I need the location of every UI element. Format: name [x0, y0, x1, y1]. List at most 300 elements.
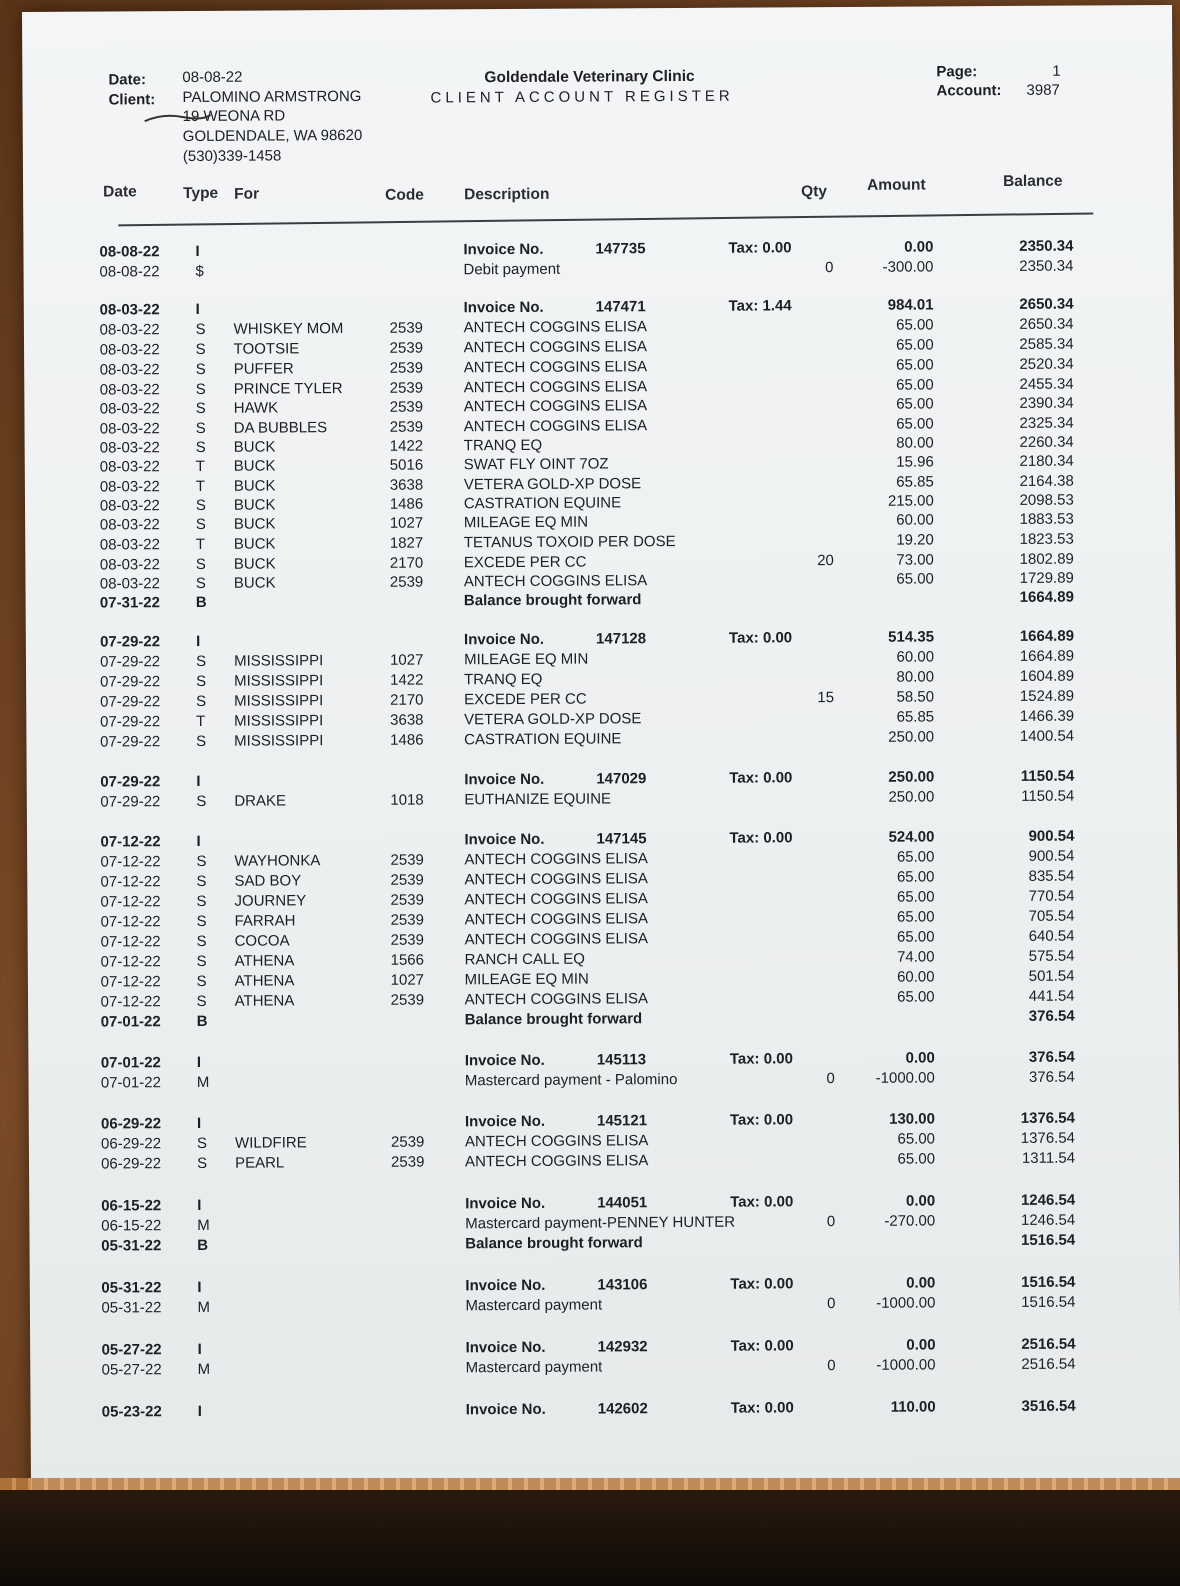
- row-balance: 2455.34: [1019, 375, 1074, 393]
- row-desc: Balance brought forward: [463, 591, 642, 610]
- row-code: 1422: [390, 671, 424, 689]
- row-desc: Invoice No.: [463, 298, 544, 317]
- row-balance: 900.54: [1028, 827, 1075, 845]
- row-inv: 147128: [595, 630, 647, 648]
- row-code: 1827: [389, 534, 424, 552]
- row-qty: [734, 590, 834, 591]
- row-desc: EXCEDE PER CC: [464, 690, 587, 709]
- row-date: 07-29-22: [100, 793, 161, 811]
- row-desc: TETANUS TOXOID PER DOSE: [463, 533, 676, 552]
- row-date: 07-29-22: [100, 773, 161, 791]
- register-title: CLIENT ACCOUNT REGISTER: [430, 87, 734, 107]
- row-qty: [734, 532, 834, 533]
- row-date: 08-03-22: [99, 400, 160, 418]
- row-type: S: [196, 992, 207, 1010]
- row-for: MISSISSIPPI: [234, 692, 324, 710]
- row-type: I: [196, 1114, 202, 1132]
- row-for: ATHENA: [234, 952, 295, 970]
- row-for: DA BUBBLES: [233, 419, 328, 437]
- row-qty: [735, 1131, 835, 1132]
- row-for: COCOA: [234, 932, 290, 950]
- row-code: 2539: [390, 1153, 425, 1171]
- row-qty: [734, 709, 834, 710]
- row-type: S: [196, 692, 207, 710]
- row-date: 06-15-22: [101, 1217, 162, 1235]
- row-tax: Tax: 0.00: [729, 1050, 793, 1068]
- row-qty: [734, 869, 834, 870]
- row-code: 2539: [389, 379, 424, 397]
- row-desc: TRANQ EQ: [463, 436, 543, 455]
- row-qty: [734, 889, 834, 890]
- row-code: 1027: [389, 514, 424, 532]
- row-for: MISSISSIPPI: [234, 652, 324, 670]
- row-desc: Invoice No.: [465, 1276, 546, 1295]
- row-date: 07-01-22: [100, 1074, 161, 1092]
- row-type: M: [197, 1216, 210, 1234]
- row-desc: Mastercard payment-PENNEY HUNTER: [465, 1213, 736, 1233]
- client-address2: GOLDENDALE, WA 98620: [182, 126, 363, 146]
- row-qty: [734, 377, 834, 378]
- row-amount: 65.00: [896, 316, 934, 334]
- row-type: S: [195, 320, 206, 338]
- row-desc: ANTECH COGGINS ELISA: [463, 338, 648, 357]
- row-for: MISSISSIPPI: [234, 732, 324, 750]
- account-value: 3987: [1026, 81, 1060, 99]
- row-balance: 1246.54: [1020, 1211, 1076, 1229]
- row-balance: 575.54: [1028, 947, 1075, 965]
- row-tax: Tax: 0.00: [729, 829, 793, 847]
- row-code: 2539: [390, 911, 424, 929]
- row-code: 2539: [390, 871, 424, 889]
- row-inv: 143106: [597, 1276, 648, 1294]
- row-qty: [734, 396, 834, 397]
- row-date: 07-29-22: [99, 633, 161, 651]
- row-qty: [734, 789, 834, 790]
- date-label: Date:: [108, 71, 146, 89]
- row-desc: ANTECH COGGINS ELISA: [464, 910, 648, 929]
- row-date: 07-01-22: [100, 1013, 161, 1031]
- row-inv: 147145: [596, 830, 647, 848]
- row-qty: [735, 1151, 835, 1152]
- row-amount: 65.00: [896, 848, 935, 866]
- row-type: I: [196, 772, 201, 790]
- row-qty: 0: [827, 1357, 836, 1375]
- row-date: 05-31-22: [101, 1237, 162, 1255]
- row-code: 3638: [390, 711, 424, 729]
- row-type: S: [195, 555, 206, 573]
- row-amount: [835, 1232, 935, 1233]
- row-desc: Invoice No.: [463, 630, 545, 649]
- row-qty: [734, 416, 834, 417]
- row-qty: [734, 454, 834, 455]
- row-qty: 0: [826, 1213, 836, 1231]
- row-date: 07-12-22: [100, 933, 161, 951]
- row-balance: 1150.54: [1020, 767, 1075, 785]
- row-type: I: [195, 300, 200, 318]
- row-amount: 65.00: [896, 888, 935, 906]
- row-desc: ANTECH COGGINS ELISA: [464, 930, 648, 949]
- row-inv: 142932: [597, 1338, 648, 1356]
- row-desc: Invoice No.: [463, 240, 544, 259]
- col-qty: Qty: [801, 183, 828, 201]
- row-qty: [734, 357, 834, 358]
- row-balance: 1883.53: [1019, 510, 1074, 528]
- row-amount: 65.85: [896, 708, 935, 726]
- row-date: 07-12-22: [100, 913, 161, 931]
- row-inv: 147735: [595, 240, 646, 258]
- row-qty: [734, 849, 834, 850]
- row-date: 08-03-22: [99, 341, 160, 359]
- row-desc: Mastercard payment - Palomino: [464, 1071, 678, 1090]
- row-desc: Mastercard payment: [465, 1296, 603, 1315]
- row-balance: 770.54: [1028, 887, 1075, 905]
- row-date: 07-01-22: [100, 1054, 161, 1072]
- row-for: BUCK: [233, 438, 276, 456]
- date-value: 08-08-22: [182, 68, 243, 87]
- row-desc: ANTECH COGGINS ELISA: [463, 572, 648, 591]
- row-balance: 376.54: [1028, 1048, 1075, 1066]
- row-amount: 65.00: [897, 1130, 936, 1148]
- row-desc: Invoice No.: [464, 770, 545, 789]
- row-code: 2170: [389, 554, 424, 572]
- row-tax: Tax: 0.00: [728, 629, 793, 647]
- row-date: 06-29-22: [100, 1135, 162, 1153]
- row-desc: Invoice No.: [465, 1194, 546, 1213]
- row-code: 1422: [389, 437, 424, 455]
- row-type: M: [196, 1073, 210, 1091]
- row-for: PUFFER: [233, 360, 294, 378]
- row-desc: Balance brought forward: [465, 1234, 643, 1253]
- row-amount: 110.00: [890, 1398, 936, 1416]
- row-amount: 65.00: [897, 988, 935, 1006]
- row-qty: [735, 929, 835, 930]
- row-type: I: [197, 1278, 202, 1296]
- row-type: S: [196, 912, 207, 930]
- row-type: S: [196, 932, 207, 950]
- row-desc: RANCH CALL EQ: [464, 950, 585, 969]
- row-type: T: [195, 535, 206, 553]
- row-balance: 1664.89: [1019, 647, 1075, 665]
- row-desc: ANTECH COGGINS ELISA: [463, 378, 648, 397]
- row-balance: 2260.34: [1019, 433, 1074, 451]
- row-balance: 1466.39: [1019, 707, 1075, 725]
- row-type: S: [196, 1134, 208, 1152]
- row-date: 07-29-22: [100, 733, 161, 751]
- row-type: S: [196, 852, 207, 870]
- row-type: S: [195, 360, 206, 378]
- row-date: 08-03-22: [99, 361, 160, 379]
- row-type: S: [196, 972, 207, 990]
- row-balance: 376.54: [1028, 1068, 1075, 1086]
- row-inv: 144051: [597, 1194, 648, 1212]
- row-qty: [734, 317, 834, 318]
- row-desc: MILEAGE EQ MIN: [464, 650, 589, 669]
- row-type: S: [196, 1154, 208, 1172]
- row-amount: 65.00: [896, 570, 934, 588]
- row-balance: 1150.54: [1021, 787, 1075, 805]
- row-amount: 60.00: [896, 511, 934, 529]
- row-desc: ANTECH COGGINS ELISA: [463, 417, 648, 436]
- row-amount: 60.00: [897, 968, 935, 986]
- row-code: 1486: [390, 731, 424, 749]
- row-desc: Invoice No.: [465, 1400, 546, 1419]
- row-date: 07-29-22: [100, 653, 161, 671]
- row-desc: EUTHANIZE EQUINE: [464, 790, 612, 809]
- client-address1: 19 WEONA RD: [182, 107, 286, 126]
- row-type: S: [195, 438, 206, 456]
- row-for: PRINCE TYLER: [233, 380, 343, 398]
- row-tax: Tax: 0.00: [729, 1111, 794, 1129]
- row-for: HAWK: [233, 399, 279, 417]
- page-label: Page:: [936, 63, 978, 81]
- row-for: MISSISSIPPI: [234, 672, 324, 690]
- row-tax: Tax: 0.00: [730, 1337, 794, 1355]
- row-for: BUCK: [233, 574, 276, 592]
- row-code: 2539: [389, 573, 424, 591]
- row-balance: 2650.34: [1019, 295, 1074, 313]
- row-balance: 1516.54: [1021, 1293, 1076, 1311]
- row-balance: 1376.54: [1020, 1129, 1076, 1147]
- row-balance: 1664.89: [1019, 588, 1074, 606]
- row-amount: 65.00: [896, 395, 934, 413]
- row-balance: 441.54: [1028, 987, 1075, 1005]
- row-amount: -270.00: [884, 1212, 936, 1230]
- row-code: 2539: [390, 851, 424, 869]
- row-inv: 142602: [597, 1400, 648, 1418]
- row-balance: 1823.53: [1019, 530, 1074, 548]
- row-type: I: [197, 1402, 202, 1420]
- row-code: 2539: [389, 319, 424, 337]
- row-amount: [834, 589, 934, 590]
- row-amount: 250.00: [888, 788, 935, 806]
- row-type: S: [195, 496, 206, 514]
- row-amount: 65.00: [896, 376, 934, 394]
- row-code: 2539: [390, 931, 424, 949]
- row-qty: [734, 474, 834, 475]
- row-amount: 524.00: [888, 828, 935, 846]
- row-balance: 2350.34: [1019, 257, 1074, 275]
- row-code: 1027: [390, 971, 425, 989]
- row-for: FARRAH: [234, 912, 296, 930]
- row-code: 2539: [389, 398, 424, 416]
- row-type: M: [197, 1298, 210, 1316]
- row-amount: 514.35: [888, 628, 935, 646]
- row-for: TOOTSIE: [233, 340, 300, 358]
- client-name: PALOMINO ARMSTRONG: [182, 87, 362, 107]
- row-type: B: [196, 1012, 208, 1030]
- row-amount: -300.00: [882, 258, 934, 276]
- row-qty: [734, 571, 834, 572]
- row-date: 08-03-22: [99, 536, 160, 554]
- row-date: 08-03-22: [99, 478, 160, 496]
- row-amount: 65.00: [897, 1150, 936, 1168]
- row-qty: 0: [827, 1295, 836, 1313]
- col-date: Date: [103, 183, 137, 201]
- row-tax: Tax: 0.00: [730, 1399, 794, 1417]
- register-sheet: [22, 5, 1180, 1517]
- row-amount: 0.00: [905, 1192, 936, 1210]
- row-qty: [735, 1009, 835, 1010]
- row-date: 07-29-22: [100, 713, 161, 731]
- row-amount: 0.00: [906, 1336, 936, 1354]
- row-date: 07-12-22: [100, 853, 161, 871]
- row-amount: 74.00: [896, 948, 935, 966]
- row-qty: 15: [817, 689, 835, 707]
- col-type: Type: [183, 184, 219, 203]
- row-for: BUCK: [233, 555, 276, 573]
- row-balance: 2650.34: [1019, 315, 1074, 333]
- row-balance: 1376.54: [1020, 1109, 1076, 1127]
- row-desc: EXCEDE PER CC: [463, 553, 587, 572]
- row-balance: 1604.89: [1019, 667, 1075, 685]
- row-date: 07-29-22: [100, 673, 161, 691]
- row-date: 08-03-22: [99, 321, 160, 339]
- row-balance: 2325.34: [1019, 414, 1074, 432]
- row-type: S: [195, 419, 206, 437]
- row-balance: 705.54: [1028, 907, 1075, 925]
- row-date: 06-15-22: [101, 1197, 162, 1215]
- row-amount: 65.00: [896, 868, 935, 886]
- row-date: 08-03-22: [99, 575, 160, 593]
- row-code: 2539: [389, 339, 424, 357]
- row-balance: 1664.89: [1019, 627, 1075, 645]
- row-desc: CASTRATION EQUINE: [464, 730, 622, 749]
- row-amount: 73.00: [896, 551, 934, 569]
- row-desc: MILEAGE EQ MIN: [464, 970, 589, 989]
- row-balance: 1729.89: [1019, 569, 1074, 587]
- row-qty: [734, 512, 834, 513]
- row-type: I: [196, 832, 201, 850]
- account-label: Account:: [936, 82, 1002, 100]
- row-date: 05-31-22: [101, 1299, 162, 1317]
- row-qty: [734, 649, 834, 650]
- row-amount: 65.00: [896, 415, 934, 433]
- row-amount: 65.00: [896, 356, 934, 374]
- row-date: 05-23-22: [101, 1403, 162, 1421]
- row-amount: 80.00: [896, 434, 934, 452]
- row-for: SAD BOY: [234, 872, 302, 890]
- row-amount: 0.00: [904, 238, 934, 256]
- row-code: 3638: [389, 476, 424, 494]
- row-type: S: [196, 892, 207, 910]
- row-tax: Tax: 0.00: [730, 1275, 794, 1293]
- row-type: T: [195, 477, 206, 495]
- row-code: 1486: [389, 495, 424, 513]
- row-desc: Balance brought forward: [464, 1010, 643, 1029]
- row-type: S: [196, 672, 207, 690]
- row-amount: 984.01: [887, 296, 934, 314]
- row-for: BUCK: [233, 535, 276, 553]
- row-type: B: [197, 1236, 209, 1254]
- row-for: WHISKEY MOM: [233, 320, 344, 338]
- row-type: S: [195, 515, 206, 533]
- row-desc: TRANQ EQ: [464, 670, 543, 689]
- row-balance: 2180.34: [1019, 452, 1074, 470]
- row-date: 08-03-22: [99, 439, 160, 457]
- row-for: MISSISSIPPI: [234, 712, 324, 730]
- row-amount: 65.00: [896, 908, 935, 926]
- row-desc: Invoice No.: [465, 1338, 546, 1357]
- row-date: 08-03-22: [99, 516, 160, 534]
- row-amount: -1000.00: [875, 1069, 935, 1087]
- col-description: Description: [464, 185, 550, 204]
- row-amount: 65.85: [896, 473, 934, 491]
- row-code: 1566: [390, 951, 425, 969]
- row-type: I: [197, 1340, 202, 1358]
- clinic-name: Goldendale Veterinary Clinic: [484, 67, 695, 87]
- row-type: T: [195, 457, 206, 475]
- row-desc: VETERA GOLD-XP DOSE: [463, 475, 642, 494]
- row-balance: 2585.34: [1019, 335, 1074, 353]
- row-qty: [735, 949, 835, 950]
- row-balance: 2516.54: [1021, 1355, 1076, 1373]
- row-date: 07-12-22: [100, 833, 161, 851]
- row-amount: 19.20: [896, 531, 934, 549]
- row-type: $: [195, 262, 204, 280]
- row-for: ATHENA: [234, 972, 295, 990]
- row-balance: 2516.54: [1021, 1335, 1076, 1353]
- client-phone: (530)339-1458: [182, 147, 282, 166]
- row-date: 08-03-22: [99, 458, 160, 476]
- row-for: PEARL: [234, 1154, 285, 1172]
- row-qty: 0: [825, 259, 834, 277]
- row-amount: 65.00: [896, 928, 935, 946]
- row-qty: [735, 1233, 835, 1234]
- row-amount: 60.00: [896, 648, 935, 666]
- row-date: 05-27-22: [101, 1341, 162, 1359]
- row-type: I: [196, 1053, 202, 1071]
- client-label: Client:: [108, 91, 156, 109]
- row-inv: 147029: [596, 770, 647, 788]
- row-amount: 215.00: [887, 492, 934, 510]
- row-desc: VETERA GOLD-XP DOSE: [464, 710, 642, 729]
- row-desc: Mastercard payment: [465, 1358, 603, 1377]
- row-desc: ANTECH COGGINS ELISA: [463, 318, 648, 337]
- row-balance: 1802.89: [1019, 550, 1074, 568]
- row-type: S: [196, 732, 207, 750]
- row-tax: Tax: 0.00: [729, 769, 793, 787]
- row-desc: Invoice No.: [464, 1051, 545, 1070]
- row-date: 08-03-22: [99, 420, 160, 438]
- row-balance: 640.54: [1028, 927, 1075, 945]
- row-desc: SWAT FLY OINT 7OZ: [463, 455, 609, 474]
- row-for: JOURNEY: [234, 892, 307, 910]
- row-code: 1027: [390, 651, 424, 669]
- row-balance: 2098.53: [1019, 491, 1074, 509]
- row-desc: ANTECH COGGINS ELISA: [464, 990, 649, 1009]
- row-tax: Tax: 0.00: [730, 1193, 794, 1211]
- row-code: 1018: [390, 791, 424, 809]
- row-type: T: [196, 712, 206, 730]
- row-for: DRAKE: [234, 792, 287, 810]
- col-balance: Balance: [1003, 172, 1063, 191]
- row-balance: 1524.89: [1019, 687, 1075, 705]
- row-qty: [734, 337, 834, 338]
- row-balance: 1246.54: [1020, 1191, 1076, 1209]
- row-desc: MILEAGE EQ MIN: [463, 513, 589, 532]
- row-amount: 0.00: [905, 1049, 935, 1067]
- row-date: 07-29-22: [100, 693, 161, 711]
- row-type: S: [196, 952, 207, 970]
- header-divider: [118, 213, 1093, 227]
- row-type: M: [197, 1360, 211, 1378]
- row-type: I: [195, 632, 201, 650]
- row-date: 08-08-22: [99, 263, 160, 281]
- row-balance: 1311.54: [1021, 1149, 1076, 1167]
- row-date: 06-29-22: [100, 1115, 162, 1133]
- row-balance: 2520.34: [1019, 355, 1074, 373]
- row-balance: 501.54: [1028, 967, 1075, 985]
